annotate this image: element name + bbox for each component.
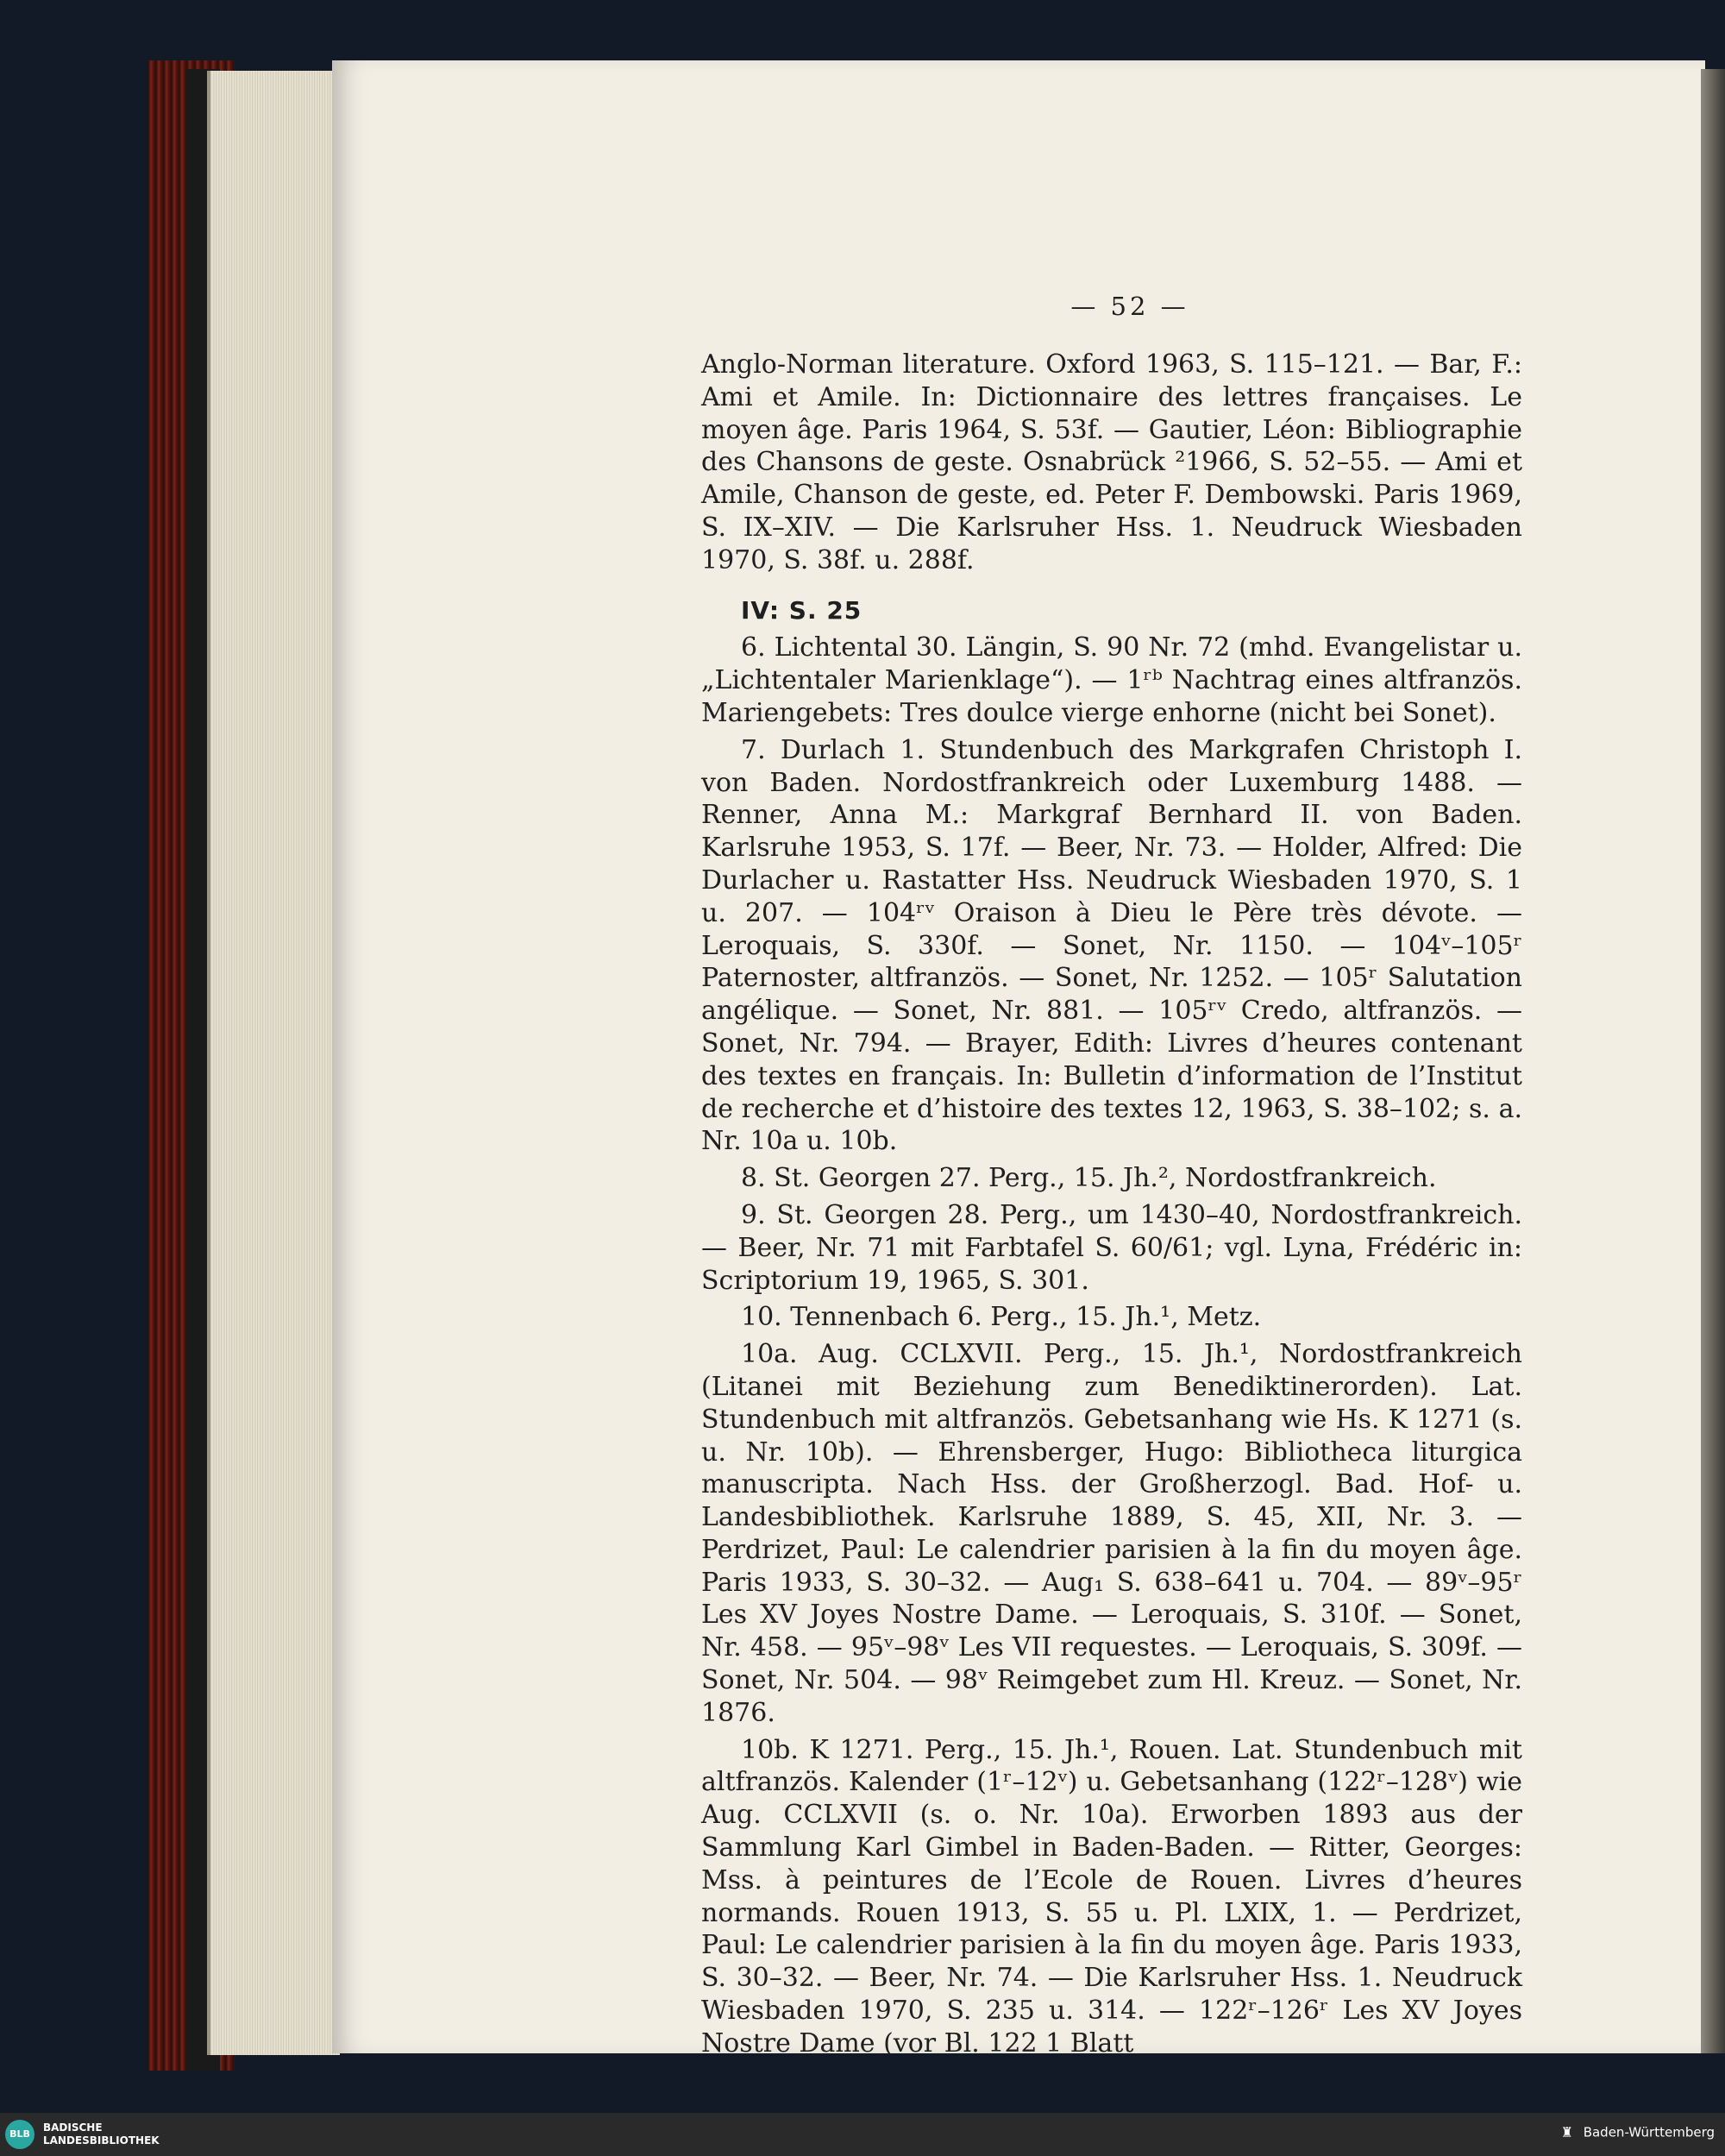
library-name[interactable] — [43, 2121, 160, 2147]
bw-logo[interactable] — [1561, 2124, 1715, 2141]
page-text — [701, 349, 1522, 2065]
library-name-line: BADISCHE — [43, 2121, 103, 2134]
viewer-footer — [0, 2113, 1725, 2156]
library-name-line: LANDESBIBLIOTHEK — [43, 2134, 160, 2147]
catalog-entry: 9. St. Georgen 28. Perg., um 1430–40, Nordostfrankreich. — Beer, Nr. 71 mit Farbtafel S. 60/61; vgl. Lyna, Frédéric in: Scriptorium 19, 1965, S. 301. — [701, 1199, 1522, 1296]
page-edge-shadow — [1701, 69, 1725, 2053]
catalog-entry: 6. Lichtental 30. Längin, S. 90 Nr. 72 (mhd. Evangelistar u. „Lichtentaler Marienklage“). — 1ʳᵇ Nachtrag eines altfranzös. Mariengebets: Tres doulce vierge enhorne (nicht bei Sonet). — [701, 632, 1522, 728]
state-emblem-icon: ♜ — [1560, 2124, 1574, 2140]
catalog-entry: 7. Durlach 1. Stundenbuch des Markgrafen Christoph I. von Baden. Nordostfrankreich oder Luxemburg 1488. — Renner, Anna M.: Markgraf Bernhard II. von Baden. Karlsruhe 1953, S. 17f. — Beer, Nr. 73. — Holder, Alfred: Die Durlacher u. Rastatter Hss. Neudruck Wiesbaden 1970, S. 1 u. 207. — 104ʳᵛ Oraison à Dieu le Père très dévote. — Leroquais, S. 330f. — Sonet, Nr. 1150. — 104ᵛ–105ʳ Paternoster, altfranzös. — Sonet, Nr. 1252. — 105ʳ Salutation angélique. — Sonet, Nr. 881. — 105ʳᵛ Credo, altfranzös. — Sonet, Nr. 794. — Brayer, Edith: Livres d’heures contenant des textes en français. In: Bulletin d’information de l’Institut de recherche et d’histoire des textes 12, 1963, S. 38–102; s. a. Nr. 10a u. 10b. — [701, 734, 1522, 1157]
catalog-entry: 10a. Aug. CCLXVII. Perg., 15. Jh.¹, Nordostfrankreich (Litanei mit Beziehung zum Benediktinerorden). Lat. Stundenbuch mit altfranzös. Gebetsanhang wie Hs. K 1271 (s. u. Nr. 10b). — Ehrensberger, Hugo: Bibliotheca liturgica manuscripta. Nach Hss. der Großherzogl. Bad. Hof- u. Landesbibliothek. Karlsruhe 1889, S. 45, XII, Nr. 3. — Perdrizet, Paul: Le calendrier parisien à la fin du moyen âge. Paris 1933, S. 30–32. — Aug₁ S. 638–641 u. 704. — 89ᵛ–95ʳ Les XV Joyes Nostre Dame. — Leroquais, S. 310f. — Sonet, Nr. 458. — 95ᵛ–98ᵛ Les VII requestes. — Leroquais, S. 309f. — Sonet, Nr. 504. — 98ᵛ Reimgebet zum Hl. Kreuz. — Sonet, Nr. 1876. — [701, 1339, 1522, 1728]
page-number: — 52 — — [1070, 292, 1189, 321]
paragraph: Anglo-Norman literature. Oxford 1963, S. 115–121. — Bar, F.: Ami et Amile. In: Dictionnaire des lettres françaises. Le moyen âge. Paris 1964, S. 53f. — Gautier, Léon: Bibliographie des Chansons de geste. Osnabrück ²1966, S. 52–55. — Ami et Amile, Chanson de geste, ed. Peter F. Dembowski. Paris 1969, S. IX–XIV. — Die Karlsruher Hss. 1. Neudruck Wiesbaden 1970, S. 38f. u. 288f. — [701, 349, 1522, 575]
bw-logo-text: Baden-Württemberg — [1583, 2124, 1715, 2140]
blb-logo-icon[interactable]: BLB — [5, 2120, 34, 2149]
page-stack — [207, 71, 340, 2055]
section-heading: IV: S. 25 — [741, 595, 862, 625]
catalog-entry: 8. St. Georgen 27. Perg., 15. Jh.², Nordostfrankreich. — [741, 1163, 1437, 1194]
catalog-entry: 10b. K 1271. Perg., 15. Jh.¹, Rouen. Lat. Stundenbuch mit altfranzös. Kalender (1ʳ–12ᵛ) u. Gebetsanhang (122ʳ–128ᵛ) wie Aug. CCLXVII (s. o. Nr. 10a). Erworben 1893 aus der Sammlung Karl Gimbel in Baden-Baden. — Ritter, Georges: Mss. à peintures de l’Ecole de Rouen. Livres d’heures normands. Rouen 1913, S. 55 u. Pl. LXIX, 1. — Perdrizet, Paul: Le calendrier parisien à la fin du moyen âge. Paris 1933, S. 30–32. — Beer, Nr. 74. — Die Karlsruher Hss. 1. Neudruck Wiesbaden 1970, S. 235 u. 314. — 122ʳ–126ʳ Les XV Joyes Nostre Dame (vor Bl. 122 1 Blatt — [701, 1734, 1522, 2059]
catalog-entry: 10. Tennenbach 6. Perg., 15. Jh.¹, Metz. — [741, 1302, 1262, 1333]
